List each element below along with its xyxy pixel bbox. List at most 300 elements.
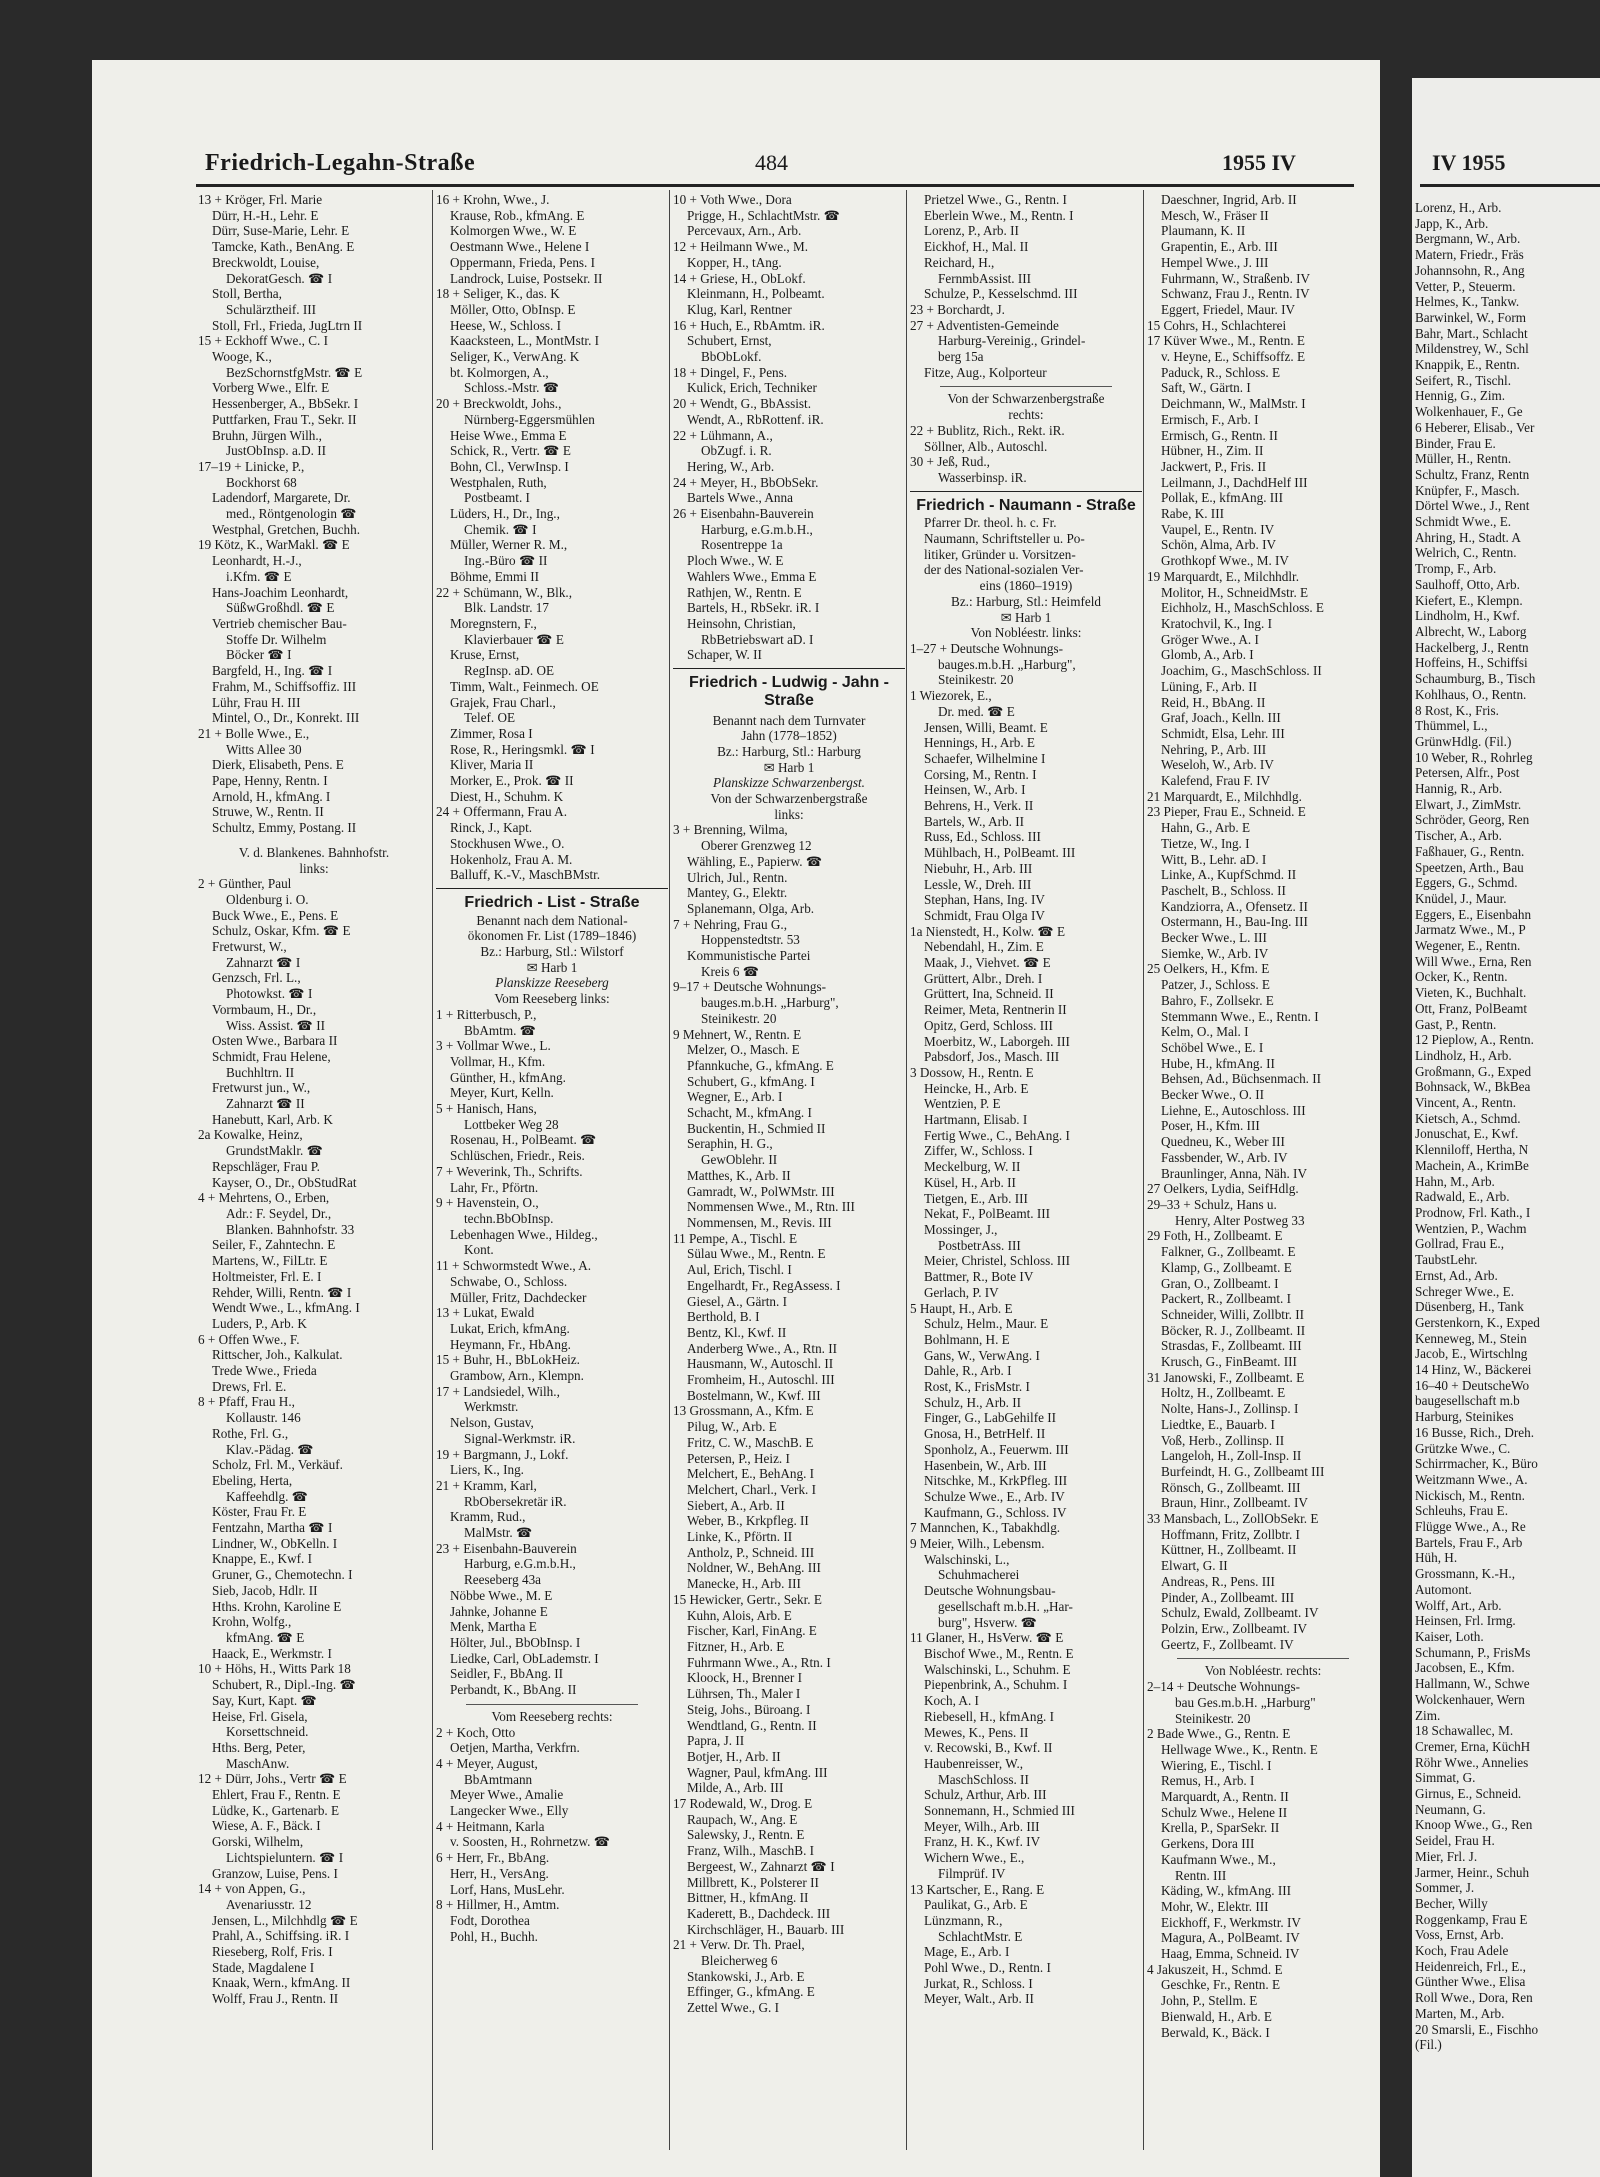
right-page-entry: Hannig, R., Arb. <box>1415 781 1503 797</box>
resident-entry: Splanemann, Olga, Arb. <box>687 900 815 916</box>
resident-entry: gesellschaft m.b.H. „Har- <box>938 1598 1073 1614</box>
resident-entry: Trede Wwe., Frieda <box>212 1363 317 1379</box>
resident-entry: Leonhardt, H.-J., <box>212 553 302 569</box>
resident-entry: Antholz, P., Schneid. III <box>687 1544 815 1560</box>
resident-entry: Jahnke, Johanne E <box>450 1603 548 1619</box>
resident-entry: Lindner, W., ObKelln. I <box>212 1535 338 1551</box>
resident-entry: Kaderett, B., Dachdeck. III <box>687 1905 831 1921</box>
resident-entry: Vormbaum, H., Dr., <box>212 1001 317 1017</box>
right-page-entry: 6 Heberer, Elisab., Ver <box>1415 419 1535 435</box>
resident-entry: Behrens, H., Verk. II <box>924 798 1034 814</box>
resident-entry: Reid, H., BbAng. II <box>1161 694 1266 710</box>
resident-entry: Bischof Wwe., M., Rentn. E <box>924 1645 1074 1661</box>
resident-entry: Diest, H., Schuhm. K <box>450 788 564 804</box>
right-page-entry: Koch, Frau Adele <box>1415 1943 1509 1959</box>
house-number-entry: 30 + Jeß, Rud., <box>910 454 990 470</box>
resident-entry: Fritz, C. W., MaschB. E <box>687 1434 814 1450</box>
resident-entry: Gamradt, W., PolWMstr. III <box>687 1183 835 1199</box>
resident-entry: Zahnarzt ☎ II <box>226 1096 305 1112</box>
resident-entry: Vorberg Wwe., Elfr. E <box>212 380 330 396</box>
right-page-entry: Roggenkamp, Frau E <box>1415 1911 1528 1927</box>
resident-entry: Kelm, O., Mal. I <box>1161 1024 1249 1040</box>
right-page-entry: Kaiser, Loth. <box>1415 1628 1484 1644</box>
resident-entry: Nebendahl, H., Zim. E <box>924 939 1044 955</box>
house-number-entry: 19 + Bargmann, J., Lokf. <box>436 1446 569 1462</box>
resident-entry: ✉ Harb 1 <box>1000 609 1052 625</box>
resident-entry: Köster, Frau Fr. E <box>212 1504 307 1520</box>
right-page-entry: Harburg, Steinikes <box>1415 1409 1514 1425</box>
resident-entry: Drews, Frl. E. <box>212 1378 287 1394</box>
resident-entry: Stemmann Wwe., E., Rentn. I <box>1161 1008 1319 1024</box>
house-number-entry: 23 Pieper, Frau E., Schneid. E <box>1147 804 1306 820</box>
year-volume-left: 1955 IV <box>1222 150 1296 175</box>
resident-entry: Grüttert, Albr., Dreh. I <box>924 970 1043 986</box>
resident-entry: Von der Schwarzenbergstraße <box>947 391 1105 407</box>
year-volume-right: IV 1955 <box>1432 150 1506 175</box>
resident-entry: Söllner, Alb., Autoschl. <box>924 438 1048 454</box>
house-number-entry: 15 Cohrs, H., Schlachterei <box>1147 317 1287 333</box>
right-page-entry: Dörtel Wwe., J., Rent <box>1415 498 1530 514</box>
resident-entry: Ziffer, W., Schloss. I <box>924 1143 1033 1159</box>
resident-entry: der des National-sozialen Ver- <box>924 562 1084 578</box>
resident-entry: Rothe, Frl. G., <box>212 1425 289 1441</box>
resident-entry: Berwald, K., Bäck. I <box>1161 2024 1270 2040</box>
house-number-entry: 5 + Hanisch, Hans, <box>436 1101 537 1117</box>
resident-entry: Wiering, E., Tischl. I <box>1161 1757 1272 1773</box>
right-page-entry: Sommer, J. <box>1415 1880 1475 1896</box>
resident-entry: Wichern Wwe., E., <box>924 1850 1025 1866</box>
resident-entry: Sponholz, A., Feuerwm. III <box>924 1441 1069 1457</box>
right-page-entry: baugesellschaft m.b <box>1415 1393 1520 1409</box>
resident-entry: Leilmann, J., DachdHelf III <box>1161 474 1308 490</box>
resident-entry: DekoratGesch. ☎ I <box>226 270 333 286</box>
house-number-entry: 24 + Offermann, Frau A. <box>436 804 567 820</box>
right-page-entry: Schröder, Georg, Ren <box>1415 812 1530 828</box>
resident-entry: Photowkst. ☎ I <box>226 986 313 1002</box>
resident-entry: Lottbeker Weg 28 <box>464 1116 559 1132</box>
resident-entry: Prahl, A., Schiffsing. iR. I <box>212 1928 350 1944</box>
right-page-entry: Ahring, H., Stadt. A <box>1415 529 1521 545</box>
resident-entry: Gerkens, Dora III <box>1161 1836 1255 1852</box>
resident-entry: Reichard, H., <box>924 254 995 270</box>
resident-entry: John, P., Stellm. E <box>1161 1993 1258 2009</box>
resident-entry: Liedtke, E., Bauarb. I <box>1161 1416 1275 1432</box>
right-page-entry: Bahr, Mart., Schlacht <box>1415 325 1528 341</box>
resident-entry: Braun, Hinr., Zollbeamt. IV <box>1161 1495 1308 1511</box>
resident-entry: Krusch, G., FinBeamt. III <box>1161 1354 1297 1370</box>
resident-entry: Mantey, G., Elektr. <box>687 885 788 901</box>
resident-entry: Dierk, Elisabeth, Pens. E <box>212 757 344 773</box>
resident-entry: Wendt Wwe., L., kfmAng. I <box>212 1300 360 1316</box>
resident-entry: Puttfarken, Frau T., Sekr. II <box>212 411 357 427</box>
house-number-entry: 9–17 + Deutsche Wohnungs- <box>673 979 827 995</box>
resident-entry: Bz.: Harburg, Stl.: Harburg <box>717 743 861 759</box>
right-page-entry: Simmat, G. <box>1415 1770 1476 1786</box>
resident-entry: Pohl Wwe., D., Rentn. I <box>924 1960 1051 1976</box>
resident-entry: Gans, W., VerwAng. I <box>924 1347 1040 1363</box>
column-divider <box>906 190 907 2150</box>
resident-entry: Eggert, Friedel, Maur. IV <box>1161 301 1296 317</box>
directory-column-1 <box>198 192 430 2007</box>
resident-entry: Walschinski, L., Schuhm. E <box>924 1661 1071 1677</box>
resident-entry: Gerlach, P. IV <box>924 1284 999 1300</box>
resident-entry: Lührsen, Th., Maler I <box>687 1686 801 1702</box>
house-number-entry: 10 + Höhs, H., Witts Park 18 <box>198 1661 351 1677</box>
resident-entry: Hasenbein, W., Arb. III <box>924 1457 1047 1473</box>
resident-entry: Lahr, Fr., Pförtn. <box>450 1179 539 1195</box>
house-number-entry: 1–27 + Deutsche Wohnungs- <box>910 640 1064 656</box>
resident-entry: Gran, O., Zollbeamt. I <box>1161 1275 1279 1291</box>
resident-entry: Meier, Christel, Schloss. III <box>924 1253 1070 1269</box>
resident-entry: Engelhardt, Fr., RegAssess. I <box>687 1277 841 1293</box>
resident-entry: Hokenholz, Frau A. M. <box>450 851 573 867</box>
right-page-entry: Schleuhs, Frau E. <box>1415 1503 1509 1519</box>
resident-entry: Hering, W., Arb. <box>687 458 775 474</box>
resident-entry: Buchhltrn. II <box>226 1064 295 1080</box>
resident-entry: Seiler, F., Zahntechn. E <box>212 1237 336 1253</box>
house-number-entry: 22 + Bublitz, Rich., Rekt. iR. <box>910 422 1065 438</box>
resident-entry: Harburg, e.G.m.b.H., <box>701 521 813 537</box>
resident-entry: Kramm, Rud., <box>450 1509 526 1525</box>
resident-entry: Kreis 6 ☎ <box>701 963 760 979</box>
right-page-entry: Kiefert, E., Klempn. <box>1415 592 1523 608</box>
house-number-entry: 7 + Weverink, Th., Schrifts. <box>436 1163 583 1179</box>
resident-entry: Mohr, W., Elektr. III <box>1161 1898 1269 1914</box>
resident-entry: Nöbbe Wwe., M. E <box>450 1587 553 1603</box>
resident-entry: Schmidt, Elsa, Lehr. III <box>1161 725 1285 741</box>
resident-entry: Berthold, B. I <box>687 1309 760 1325</box>
resident-entry: Pollak, E., kfmAng. III <box>1161 490 1283 506</box>
right-page-entry: 12 Pieplow, A., Rentn. <box>1415 1032 1534 1048</box>
resident-entry: Stade, Magdalene I <box>212 1959 315 1975</box>
house-number-entry: 9 Mehnert, W., Rentn. E <box>673 1026 802 1042</box>
resident-entry: Aul, Erich, Tischl. I <box>687 1262 792 1278</box>
right-page-entry: Heinsen, Frl. Irmg. <box>1415 1613 1516 1629</box>
resident-entry: Sonnemann, H., Schmied III <box>924 1803 1075 1819</box>
resident-entry: Paduck, R., Schloss. E <box>1161 364 1281 380</box>
resident-entry: Prigge, H., SchlachtMstr. ☎ <box>687 207 841 223</box>
resident-entry: Hahn, G., Arb. E <box>1161 820 1251 836</box>
resident-entry: Becker Wwe., L. III <box>1161 930 1267 946</box>
resident-entry: Küsel, H., Arb. II <box>924 1174 1016 1190</box>
resident-entry: Dürr, H.-H., Lehr. E <box>212 207 319 223</box>
resident-entry: Krella, P., SparSekr. II <box>1161 1820 1280 1836</box>
resident-entry: Kayser, O., Dr., ObStudRat <box>212 1174 357 1190</box>
resident-entry: ✉ Harb 1 <box>526 959 578 975</box>
right-page-entry: Schirrmacher, K., Büro <box>1415 1456 1538 1472</box>
right-page-entry: Jarmer, Heinr., Schuh <box>1415 1864 1530 1880</box>
house-number-entry: 20 + Wendt, G., BbAssist. <box>673 396 812 412</box>
right-page-entry: Zim. <box>1415 1707 1441 1723</box>
resident-entry: bau Ges.m.b.H. „Harburg" <box>1175 1694 1316 1710</box>
resident-entry: Struwe, W., Rentn. II <box>212 804 324 820</box>
resident-entry: med., Röntgenologin ☎ <box>226 506 357 522</box>
house-number-entry: 13 Kartscher, E., Rang. E <box>910 1881 1045 1897</box>
right-page-entry: Jacob, E., Wirtschlng <box>1415 1346 1528 1362</box>
house-number-entry: 15 + Buhr, H., BbLokHeiz. <box>436 1352 580 1368</box>
resident-entry: Langecker Wwe., Elly <box>450 1803 569 1819</box>
resident-entry: kfmAng. ☎ E <box>226 1629 305 1645</box>
resident-entry: Heinsen, W., Arb. I <box>924 782 1026 798</box>
resident-entry: Millbrett, K., Polsterer II <box>687 1874 819 1890</box>
resident-entry: Steinikestr. 20 <box>701 1010 777 1026</box>
resident-entry: Balluff, K.-V., MaschBMstr. <box>450 867 601 883</box>
house-number-entry: 15 + Eckhoff Wwe., C. I <box>198 333 329 349</box>
right-page-entry: Lorenz, H., Arb. <box>1415 200 1502 215</box>
resident-entry: Geschke, Fr., Rentn. E <box>1161 1977 1281 1993</box>
right-page-entry: 20 Smarsli, E., Fischho <box>1415 2021 1539 2037</box>
column-divider <box>1143 190 1144 2150</box>
resident-entry: Siemke, W., Arb. IV <box>1161 945 1269 961</box>
resident-entry: Lichtspieluntern. ☎ I <box>226 1849 344 1865</box>
right-page-entry: 14 Hinz, W., Bäckerei <box>1415 1362 1532 1378</box>
right-page-entry: Schaumburg, B., Tisch <box>1415 671 1536 687</box>
resident-entry: Grambow, Arn., Klempn. <box>450 1368 584 1384</box>
resident-entry: Hausmann, W., Autoschl. II <box>687 1356 834 1372</box>
house-number-entry: 29 Foth, H., Zollbeamt. E <box>1147 1228 1283 1244</box>
house-number-entry: 26 + Eisenbahn-Bauverein <box>673 506 814 522</box>
street-section-title: Friedrich - Ludwig - Jahn - <box>673 668 905 693</box>
resident-entry: Böcker ☎ I <box>226 647 292 663</box>
resident-entry: Haack, E., Werkmstr. I <box>212 1645 332 1661</box>
resident-entry: Ehlert, Frau F., Rentn. E <box>212 1787 341 1803</box>
resident-entry: Hartmann, Elisab. I <box>924 1112 1028 1128</box>
resident-entry: Küttner, H., Zollbeamt. II <box>1161 1542 1297 1558</box>
house-number-entry: 27 Oelkers, Lydia, SeifHdlg. <box>1147 1181 1299 1197</box>
resident-entry: Nolte, Hans-J., Zollinsp. I <box>1161 1401 1299 1417</box>
right-page-entry: Knoop Wwe., G., Ren <box>1415 1817 1533 1833</box>
resident-entry: Molitor, H., SchneidMstr. E <box>1161 584 1309 600</box>
resident-entry: Pilug, W., Arb. E <box>687 1419 777 1435</box>
resident-entry: Fromheim, H., Autoschl. III <box>687 1372 835 1388</box>
right-page-entry: Speetzen, Arth., Bau <box>1415 859 1524 875</box>
resident-entry: Schubert, G., kfmAng. I <box>687 1073 815 1089</box>
right-page-entry: Petersen, Alfr., Post <box>1415 765 1520 781</box>
right-page-entry: Helmes, K., Tankw. <box>1415 294 1520 310</box>
right-page-entry: Großmann, G., Exped <box>1415 1063 1532 1079</box>
resident-entry: Hoppenstedtstr. 53 <box>701 932 800 948</box>
right-page-entry: 10 Weber, R., Rohrleg <box>1415 749 1533 765</box>
right-page-entry: 16–40 + DeutscheWo <box>1415 1377 1530 1393</box>
section-separator <box>1177 1658 1349 1659</box>
resident-entry: Stockhusen Wwe., O. <box>450 835 565 851</box>
resident-entry: Planskizze Schwarzenbergst. <box>713 775 865 791</box>
resident-entry: Schuhmacherei <box>938 1567 1020 1583</box>
right-page-entry: Nickisch, M., Rentn. <box>1415 1487 1525 1503</box>
resident-entry: Fuhrmann, W., Straßenb. IV <box>1161 270 1311 286</box>
house-number-entry: 18 + Dingel, F., Pens. <box>673 364 788 380</box>
resident-entry: Kaufmann, G., Schloss. IV <box>924 1504 1067 1520</box>
resident-entry: Wahlers Wwe., Emma E <box>687 568 817 584</box>
house-number-entry: 17 + Landsiedel, Wilh., <box>436 1383 560 1399</box>
resident-entry: Harburg-Vereinig., Grindel- <box>938 333 1086 349</box>
resident-entry: Granzow, Luise, Pens. I <box>212 1865 338 1881</box>
right-page-entry: Düsenberg, H., Tank <box>1415 1299 1524 1315</box>
right-page-entry: Jarmatz Wwe., M., P <box>1415 922 1526 938</box>
resident-entry: Graf, Joach., Kelln. III <box>1161 710 1281 726</box>
resident-entry: Repschläger, Frau P. <box>212 1158 320 1174</box>
house-number-entry: 6 + Herr, Fr., BbAng. <box>436 1850 550 1866</box>
resident-entry: Siebert, A., Arb. II <box>687 1497 785 1513</box>
resident-entry: Fertig Wwe., C., BehAng. I <box>924 1127 1070 1143</box>
resident-entry: Ulrich, Jul., Rentn. <box>687 869 788 885</box>
street-section-title: Friedrich - Naumann - Straße <box>910 491 1142 516</box>
resident-entry: Schwabe, O., Schloss. <box>450 1273 568 1289</box>
resident-entry: Mesch, W., Fräser II <box>1161 207 1269 223</box>
resident-entry: Nommensen, M., Revis. III <box>687 1215 832 1230</box>
resident-entry: Oberer Grenzweg 12 <box>701 838 812 854</box>
resident-entry: Vollmar, H., Kfm. <box>450 1053 546 1069</box>
resident-entry: Wiss. Assist. ☎ II <box>226 1017 326 1033</box>
house-number-entry: 13 + Lukat, Ewald <box>436 1305 535 1321</box>
right-page-entry: Kietsch, A., Schmd. <box>1415 1110 1521 1126</box>
header-rule <box>196 184 1354 187</box>
house-number-entry: 21 + Kramm, Karl, <box>436 1477 537 1493</box>
resident-entry: Geertz, F., Zollbeamt. IV <box>1161 1636 1294 1652</box>
resident-entry: Grapentin, E., Arb. III <box>1161 239 1278 255</box>
resident-entry: techn.BbObInsp. <box>464 1211 554 1226</box>
resident-entry: Fentzahn, Martha ☎ I <box>212 1520 333 1536</box>
resident-entry: Hths. Berg, Peter, <box>212 1739 306 1755</box>
house-number-entry: 4 + Heitmann, Karla <box>436 1818 545 1834</box>
directory-column-2 <box>436 192 668 1944</box>
right-page-entry: Gollrad, Frau E., <box>1415 1236 1504 1252</box>
resident-entry: Meyer Wwe., Amalie <box>450 1787 564 1803</box>
resident-entry: Witt, B., Lehr. aD. I <box>1161 851 1267 867</box>
house-number-entry: 1 Wiezorek, E., <box>910 688 992 704</box>
resident-entry: Knappe, E., Kwf. I <box>212 1551 312 1567</box>
resident-entry: Bergeest, W., Zahnarzt ☎ I <box>687 1858 835 1874</box>
house-number-entry: 8 + Hillmer, H., Amtm. <box>436 1897 560 1913</box>
right-page-entry: Schmidt Wwe., E. <box>1415 514 1512 530</box>
resident-entry: Ebeling, Herta, <box>212 1472 293 1488</box>
right-page-entry: Bartels, Frau F., Arb <box>1415 1534 1523 1550</box>
resident-entry: Bienwald, H., Arb. E <box>1161 2008 1272 2024</box>
house-number-entry: 3 Dossow, H., Rentn. E <box>910 1064 1034 1080</box>
resident-entry: bt. Kolmorgen, A., <box>450 364 549 380</box>
resident-entry: Nommensen Wwe., M., Rtn. III <box>687 1199 855 1215</box>
resident-entry: Melzer, O., Masch. E <box>687 1042 800 1058</box>
resident-entry: Herr, H., VersAng. <box>450 1865 549 1881</box>
right-page-entry: Hoffeins, H., Schiffsi <box>1415 655 1528 671</box>
resident-entry: Osten Wwe., Barbara II <box>212 1033 338 1049</box>
resident-entry: Hübner, H., Zim. II <box>1161 443 1264 459</box>
resident-entry: Remus, H., Arb. I <box>1161 1773 1255 1789</box>
house-number-entry: 20 + Breckwoldt, Johs., <box>436 396 562 412</box>
right-page-entry: Knappik, E., Rentn. <box>1415 357 1520 373</box>
right-page-entry: GrünwHdlg. (Fil.) <box>1415 733 1512 749</box>
resident-entry: Blanken. Bahnhofstr. 33 <box>226 1221 355 1237</box>
house-number-entry: 18 + Seliger, K., das. K <box>436 286 560 302</box>
resident-entry: Liehne, E., Autoschloss. III <box>1161 1102 1306 1118</box>
right-page-entry: Girnus, E., Schneid. <box>1415 1786 1522 1802</box>
resident-entry: Menk, Martha E <box>450 1619 537 1635</box>
resident-entry: Kloock, H., Brenner I <box>687 1670 802 1686</box>
resident-entry: Hube, H., kfmAng. II <box>1161 1055 1275 1071</box>
right-page-entry: TaubstLehr. <box>1415 1252 1478 1268</box>
right-page-entry: Knüdel, J., Maur. <box>1415 890 1507 906</box>
resident-entry: Ladendorf, Margarete, Dr. <box>212 490 351 506</box>
resident-entry: Finger, G., LabGehilfe II <box>924 1410 1057 1426</box>
resident-entry: SüßwGroßhdl. ☎ E <box>226 600 335 616</box>
column-divider <box>669 190 670 2150</box>
resident-entry: Kratochvil, K., Ing. I <box>1161 615 1272 631</box>
resident-entry: Landrock, Luise, Postsekr. II <box>450 270 603 286</box>
resident-entry: Benannt nach dem National- <box>476 912 628 928</box>
resident-entry: Battmer, R., Bote IV <box>924 1269 1034 1285</box>
house-number-entry: 17–19 + Linicke, P., <box>198 458 305 474</box>
resident-entry: Paschelt, B., Schloss. II <box>1161 882 1286 898</box>
resident-entry: GrundstMaklr. ☎ <box>226 1143 324 1159</box>
house-number-entry: 7 Mannchen, K., Tabakhdlg. <box>910 1520 1061 1536</box>
right-page-entry: Cremer, Erna, KüchH <box>1415 1738 1531 1754</box>
resident-entry: ökonomen Fr. List (1789–1846) <box>467 928 637 944</box>
house-number-entry: 2a Kowalke, Heinz, <box>198 1127 303 1143</box>
resident-entry: Lorf, Hans, MusLehr. <box>450 1881 565 1897</box>
right-page-entry: Kenneweg, M., Stein <box>1415 1330 1527 1346</box>
right-page-entry: Vieten, K., Buchhalt. <box>1415 985 1527 1001</box>
resident-entry: Linke, A., KupfSchmd. II <box>1161 867 1297 883</box>
resident-entry: Weseloh, W., Arb. IV <box>1161 757 1274 773</box>
resident-entry: Schwanz, Frau J., Rentn. IV <box>1161 286 1310 302</box>
resident-entry: Heinsohn, Christian, <box>687 615 796 631</box>
house-number-entry: 10 + Voth Wwe., Dora <box>673 192 792 207</box>
resident-entry: Wooge, K., <box>212 349 272 365</box>
resident-entry: Poser, H., Kfm. III <box>1161 1118 1260 1134</box>
resident-entry <box>198 836 430 845</box>
resident-entry: Melchert, E., BehAng. I <box>687 1466 815 1482</box>
resident-entry: Sieb, Jacob, Hdlr. II <box>212 1582 318 1598</box>
resident-entry: Meckelburg, W. II <box>924 1159 1021 1175</box>
right-page-entry: Heidenreich, Frl., E., <box>1415 1958 1526 1974</box>
resident-entry: Bohn, Cl., VerwInsp. I <box>450 458 569 474</box>
resident-entry: Wendt, A., RbRottenf. iR. <box>687 411 824 427</box>
resident-entry: Günther, H., kfmAng. <box>450 1069 566 1085</box>
resident-entry: Noldner, W., BehAng. III <box>687 1560 821 1576</box>
resident-entry: Matthes, K., Arb. II <box>687 1167 791 1183</box>
resident-entry: Plaumann, K. II <box>1161 223 1246 239</box>
house-number-entry: 2–14 + Deutsche Wohnungs- <box>1147 1679 1301 1695</box>
right-page-entry: Bohnsack, W., BkBea <box>1415 1079 1531 1095</box>
resident-entry: Kliver, Maria II <box>450 757 534 773</box>
resident-entry: Schulze, P., Kesselschmd. III <box>924 286 1078 302</box>
resident-entry: Nekat, F., PolBeamt. III <box>924 1206 1051 1222</box>
right-page-entry: Hahn, M., Arb. <box>1415 1173 1495 1189</box>
header-rule-right <box>1420 184 1600 187</box>
resident-entry: Krohn, Wolfg., <box>212 1614 292 1630</box>
resident-entry: Morker, E., Prok. ☎ II <box>450 773 574 789</box>
resident-entry: Bruhn, Jürgen Wilh., <box>212 427 322 443</box>
resident-entry: Nitschke, M., KrkPfleg. III <box>924 1473 1068 1489</box>
resident-entry: Bartels, W., Arb. II <box>924 813 1024 829</box>
house-number-entry: 23 + Eisenbahn-Bauverein <box>436 1540 577 1556</box>
directory-column-3 <box>673 192 905 2016</box>
right-page-entry: Roll Wwe., Dora, Ren <box>1415 1990 1533 2006</box>
resident-entry: Rehder, Willi, Rentn. ☎ I <box>212 1284 352 1300</box>
resident-entry: Rosenau, H., PolBeamt. ☎ <box>450 1132 597 1148</box>
resident-entry: Opitz, Gerd, Schloss. III <box>924 1017 1053 1033</box>
resident-entry: Vaupel, E., Rentn. IV <box>1161 521 1275 537</box>
resident-entry: eins (1860–1919) <box>979 578 1073 594</box>
house-number-entry: 21 + Bolle Wwe., E., <box>198 725 310 741</box>
resident-entry: Heincke, H., Arb. E <box>924 1080 1029 1096</box>
resident-entry: Bartels, H., RbSekr. iR. I <box>687 600 820 616</box>
resident-entry: RbObersekretär iR. <box>464 1493 567 1509</box>
resident-entry: MaschAnw. <box>226 1755 290 1771</box>
house-number-entry: 16 + Huch, E., RbAmtm. iR. <box>673 317 825 333</box>
right-page-entry: Eggers, G., Schmd. <box>1415 875 1518 891</box>
right-page-entry: Schumann, P., FrisMs <box>1415 1644 1531 1660</box>
